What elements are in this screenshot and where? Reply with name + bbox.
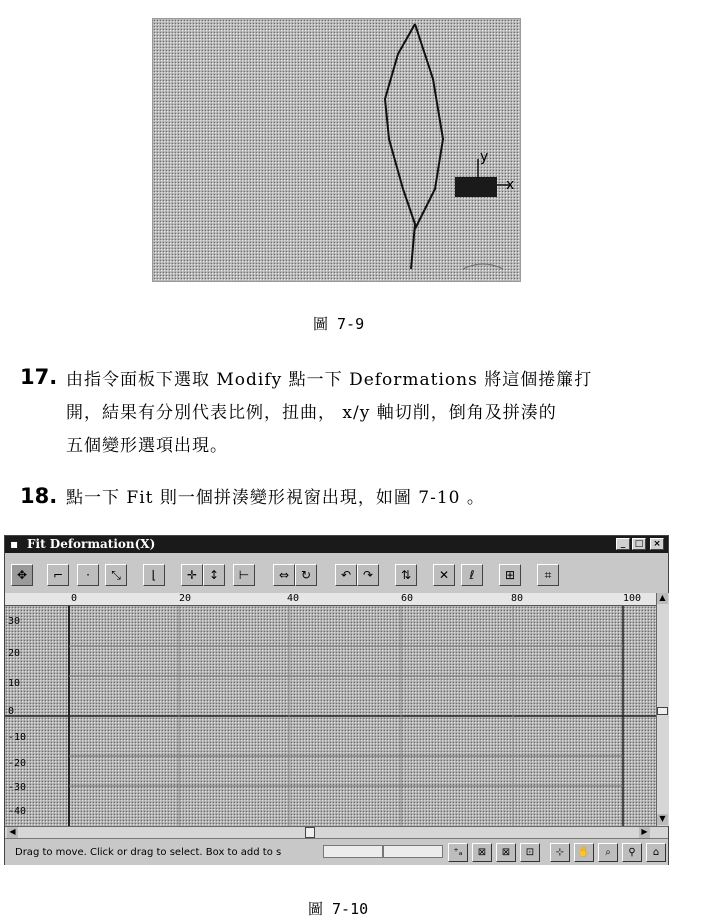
move-icon-xy[interactable]: ✛ <box>181 564 203 586</box>
y-tick: -30 <box>8 782 27 793</box>
y-tick: -10 <box>8 732 27 743</box>
generate-path-icon[interactable]: ℓ <box>461 564 483 586</box>
horizontal-scroll-thumb[interactable] <box>305 827 315 838</box>
y-tick: -20 <box>8 758 27 769</box>
region-zoom-icon[interactable]: ⊹ <box>550 843 570 862</box>
step-17-number: 17. <box>20 365 58 389</box>
step-17-line-2: 開，結果有分別代表比例，扭曲， x/y 軸切削，倒角及拼湊的 <box>66 403 557 423</box>
rotate-icon[interactable]: ↻ <box>295 564 317 586</box>
step-18-number: 18. <box>20 484 58 508</box>
ruler-tick: 80 <box>511 593 524 604</box>
redo-icon[interactable]: ↷ <box>357 564 379 586</box>
lock-icon[interactable]: ⊢ <box>233 564 255 586</box>
fit-deformation-shape-drawing <box>153 19 522 283</box>
step-17-text <box>66 364 706 463</box>
zoom-extents-icon[interactable]: ⊞ <box>499 564 521 586</box>
deformation-graph[interactable] <box>5 606 656 826</box>
fit-deformation-window <box>4 535 669 865</box>
insert-corner-icon[interactable]: ⤡ <box>105 564 127 586</box>
scroll-right-icon[interactable]: ▶ <box>639 827 650 838</box>
vertical-scrollbar[interactable] <box>656 593 669 826</box>
figure-7-9 <box>152 18 521 282</box>
ruler-tick: 60 <box>401 593 414 604</box>
y-tick: 30 <box>8 616 21 627</box>
zoom-horizontal-icon[interactable]: ⊠ <box>472 843 492 862</box>
window-title: Fit Deformation(X) <box>27 537 156 551</box>
step-17-line-3: 五個變形選項出現。 <box>66 436 228 456</box>
move-point-icon[interactable]: ⌐ <box>47 564 69 586</box>
axis-label-x: x <box>506 177 515 193</box>
swap-icon[interactable]: ⇅ <box>395 564 417 586</box>
get-shape-icon[interactable]: ⌗ <box>537 564 559 586</box>
close-button[interactable]: × <box>650 538 664 550</box>
delete-point-icon[interactable]: ⌊ <box>143 564 165 586</box>
ruler-tick: 20 <box>179 593 192 604</box>
step-17-line-1: 由指令面板下選取 Modify 點一下 Deformations 將這個捲簾打 <box>66 370 593 390</box>
axis-label-y: y <box>480 149 489 165</box>
figure-7-9-caption: 圖 7-9 <box>313 315 365 333</box>
scale-point-icon[interactable]: · <box>77 564 99 586</box>
zoom-in-icon[interactable]: ⌕ <box>598 843 618 862</box>
status-bar <box>5 838 668 865</box>
window-menu-icon[interactable]: ▪ <box>10 537 19 551</box>
scale-icon[interactable]: ↕ <box>203 564 225 586</box>
ruler-tick: 40 <box>287 593 300 604</box>
horizontal-ruler <box>5 593 668 606</box>
zoom-vertical-icon[interactable]: ⊠ <box>496 843 516 862</box>
graph-lines <box>5 606 656 826</box>
toolbar <box>5 553 668 593</box>
fit-view-icon[interactable]: ⌂ <box>646 843 666 862</box>
y-tick: -40 <box>8 806 27 817</box>
step-18-text <box>66 482 706 515</box>
figure-7-10-caption: 圖 7-10 <box>308 900 369 918</box>
maximize-button[interactable]: □ <box>632 538 646 550</box>
ruler-tick: 100 <box>623 593 642 604</box>
delete-shape-icon[interactable]: ✕ <box>433 564 455 586</box>
y-tick: 20 <box>8 648 21 659</box>
step-18-line-1: 點一下 Fit 則一個拼湊變形視窗出現，如圖 7-10 。 <box>66 488 485 508</box>
x-coordinate-field[interactable] <box>323 845 383 858</box>
pan-icon[interactable]: ✋ <box>574 843 594 862</box>
minimize-button[interactable]: _ <box>616 538 630 550</box>
scroll-down-icon[interactable]: ▼ <box>657 814 668 825</box>
pointer-icon[interactable]: ✥ <box>11 564 33 586</box>
vertical-scroll-thumb[interactable] <box>657 707 668 715</box>
y-tick: 10 <box>8 678 21 689</box>
zoom-out-icon[interactable]: ⚲ <box>622 843 642 862</box>
zoom-icon[interactable]: ⊡ <box>520 843 540 862</box>
window-titlebar[interactable] <box>5 536 668 553</box>
status-text: Drag to move. Click or drag to select. Box to add to s <box>15 847 282 858</box>
scroll-left-icon[interactable]: ◀ <box>7 827 18 838</box>
zoom-extents-icon[interactable]: ⁺ₐ <box>448 843 468 862</box>
ruler-tick: 0 <box>71 593 78 604</box>
undo-icon[interactable]: ↶ <box>335 564 357 586</box>
scroll-up-icon[interactable]: ▲ <box>657 593 668 604</box>
y-coordinate-field[interactable] <box>383 845 443 858</box>
y-tick: 0 <box>8 706 15 717</box>
mirror-icon[interactable]: ⇔ <box>273 564 295 586</box>
